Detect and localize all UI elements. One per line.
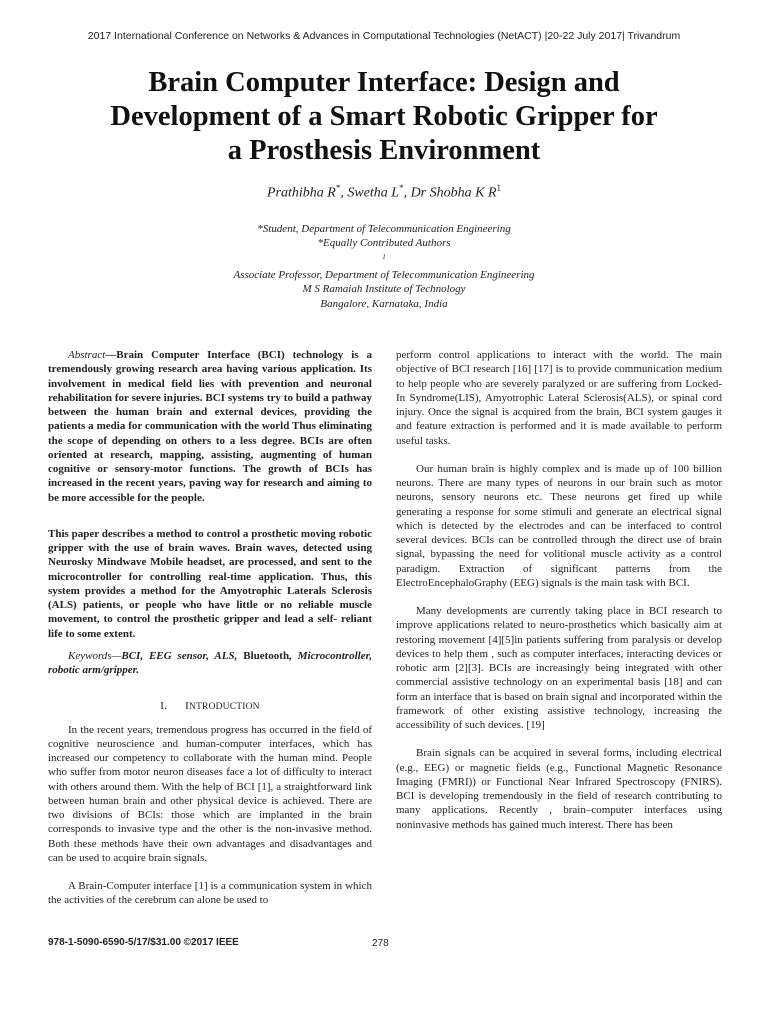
right-paragraph-3: Many developments are currently taking place in BCI research to improve applications related to neuro-prosthetics which basically aim at restoring movement [4][5]in patients suffering from paralysis or develop devices to help them , such as computer interfaces, interacting devices or robotic arm [2][3]. BCIs are increasingly being integrated with other commercial assistive technology on an experimental basis [18] and can form an interface that is based on brain signal and incorporated within the framework of other existing assistive technology, increasing the accessibility of such devices. [19] (396, 605, 722, 731)
author-list (0, 183, 768, 202)
paper-title (40, 66, 728, 168)
author-3-mark: 1 (496, 183, 502, 193)
affiliations (0, 222, 768, 311)
author-separator: , (340, 185, 348, 201)
author-separator: , (403, 185, 411, 201)
section-number: I. (160, 700, 168, 713)
left-column (48, 348, 372, 908)
title-line-1: Brain Computer Interface: Design and (148, 67, 620, 98)
conference-header: 2017 International Conference on Networks & Advances in Computational Technologies (NetACT) |20-22 July 2017| Trivandrum (87, 30, 681, 42)
section-title-rest: NTRODUCTION (188, 702, 260, 713)
affiliation-line-2: *Equally Contributed Authors (317, 237, 451, 250)
abstract-text: Brain Computer Interface (BCI) technology is a tremendously growing research area having various application. Its involvement in medical field lies with prevention and neuronal rehabilitation for severe injuries. BCI systems try to build a pathway between the human brain and external devices, providing the patients a media for communication with the world Thus eliminating the scope of depending on others to a less degree. BCIs are often oriented at research, mapping, assisting, augmenting of human cognitive or sensory-motor functions. The growth of BCIs has increased in the recent years, paving way for research and aiming to be more accessible for the people. (48, 349, 372, 504)
affiliation-line-4: M S Ramaiah Institute of Technology (302, 283, 466, 296)
author-3: Dr Shobha K R (410, 185, 497, 201)
author-2: Swetha L (347, 185, 400, 201)
keywords-part-3: , Microcontroller, robotic arm/gripper. (48, 649, 372, 676)
abstract (48, 348, 372, 505)
affiliation-line-3 (0, 250, 768, 282)
keywords-part-1: BCI, EEG sensor, ALS, (121, 649, 244, 662)
right-paragraph-4: Brain signals can be acquired in several forms, including electrical (e.g., EEG) or magnetic fields (e.g., Functional Magnetic Resonance Imaging (FMRI)) or Functional Near Infrared Spectroscopy (FNIRS). BCI is developing tremendously in the field of research contributing to many applications. Recently , brain–computer interfaces using noninvasive methods has gained much interest. There has been (396, 747, 722, 831)
affiliation-line-1: *Student, Department of Telecommunication Engineering (257, 223, 511, 235)
abstract-label: Abstract (68, 349, 106, 361)
abstract-dash: — (105, 349, 117, 361)
keywords (48, 649, 372, 678)
right-paragraph-1: perform control applications to interact with the world. The main objective of BCI research [16] [17] is to provide communication medium to help people who are severely paralyzed or are suffering from Locked-In Syndrome(LIS), Amyotrophic Lateral Sclerosis(ALS), or spinal cord injury. Once the signal is acquired from the brain, BCI system gauges it and feature extraction is performed and it is made available to perform useful tasks. (396, 349, 722, 447)
keywords-dash: — (111, 649, 122, 662)
author-1: Prathibha R (266, 185, 336, 201)
page-number: 278 (372, 938, 389, 949)
footer-isbn: 978-1-5090-6590-5/17/$31.00 ©2017 IEEE (48, 937, 239, 948)
section-heading-introduction (48, 699, 372, 714)
intro-paragraph-1: In the recent years, tremendous progress has occurred in the field of cognitive neuroscience and human-computer interfaces, which has increased our competency to collaborate with the human mind. People who suffer from motor neuron diseases face a lot of difficulty to interact with others around them. With the help of BCI [1], a straightforward link between human brain and other physical device is achieved. There are two divisions of BCIs: those which are implanted in the brain corresponds to invasive type and the other is the non-invasive method. Both these methods have their own advantages and disadvantages and can be used to acquire brain signals. (48, 723, 372, 864)
abstract-paragraph-2: This paper describes a method to control a prosthetic moving robotic gripper with the use of brain waves. Brain waves, detected using Neurosky Mindwave Mobile headset, are processed, and sent to the microcontroller for controlling real-time application. Thus, this system provides a method for the Amyotrophic Laterals Sclerosis (ALS) patients, or people who have little or no reliable muscle movement, to control the prosthetic gripper and lead a self- reliant life to some extent. (48, 527, 372, 640)
intro-paragraph-2: A Brain-Computer interface [1] is a communication system in which the activities of the cerebrum can alone be used to (48, 880, 372, 907)
title-line-3: a Prosthesis Environment (227, 135, 541, 166)
affiliation-mark: 1 (382, 253, 386, 262)
keywords-part-2: Bluetooth (243, 649, 290, 662)
right-column (396, 348, 722, 832)
title-line-2: Development of a Smart Robotic Gripper for (110, 101, 658, 132)
affiliation-line-5: Bangalore, Karnataka, India (320, 297, 448, 310)
author-1-mark: * (335, 183, 341, 193)
affiliation-line-3-text: Associate Professor, Department of Telecommunication Engineering (233, 269, 535, 282)
author-2-mark: * (399, 183, 404, 193)
section-title-initial: I (185, 700, 189, 713)
right-paragraph-2: Our human brain is highly complex and is made up of 100 billion neurons. There are many types of neurons in our brain such as motor neurons, sensory neurons etc. These neurons get fired up while generating a response for some stimuli and generate an electrical signal which is detected by the electrodes and can be interfaced to control several devices. BCIs can be controlled through the direct use of brain signal, bypassing the need for volitional muscle activity as a control paradigm. Extraction of significant patterns from the ElectroEncephaloGraphy (EEG) signals is the main task with BCI. (396, 462, 722, 589)
keywords-label: Keywords (68, 649, 112, 662)
